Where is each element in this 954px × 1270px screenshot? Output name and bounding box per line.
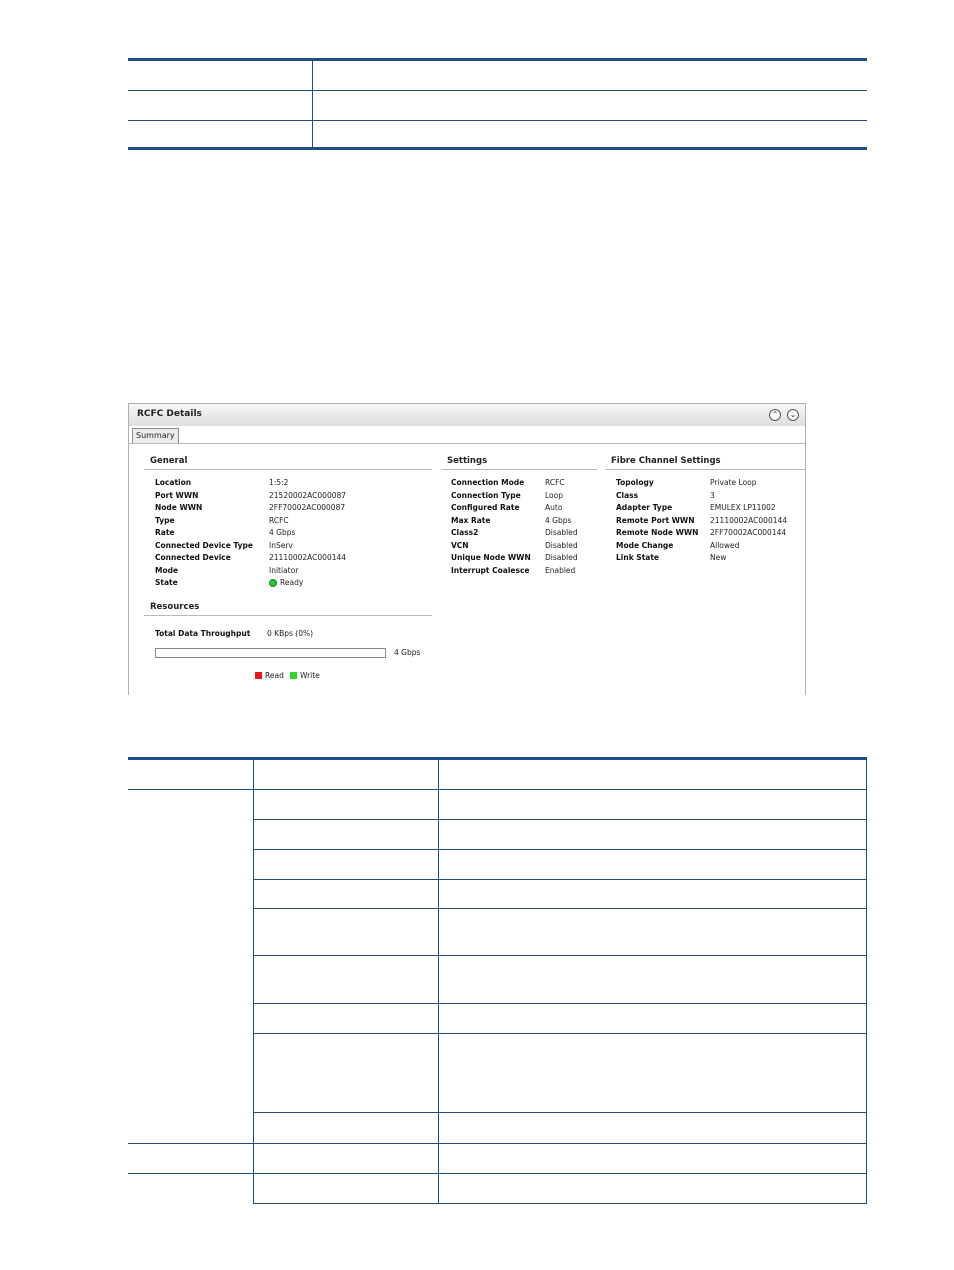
field-value: 21110002AC000144 (710, 516, 788, 525)
field-label: Port WWN (155, 491, 199, 500)
table-row-line (253, 849, 867, 850)
field-value: Auto (545, 503, 563, 512)
field-value: 21520002AC000087 (269, 491, 347, 500)
field-label: Type (155, 516, 175, 525)
section-resources-heading: Resources (150, 602, 200, 612)
field-value: Disabled (545, 553, 578, 562)
table-row-line (253, 1033, 867, 1034)
field-value: RCFC (269, 516, 289, 525)
field-label: Node WWN (155, 503, 203, 512)
table-row-line (253, 879, 867, 880)
divider (144, 469, 432, 470)
field-value: Private Loop (710, 478, 757, 487)
table-column-line (253, 760, 254, 1204)
table-row-line (253, 1003, 867, 1004)
field-value: EMULEX LP11002 (710, 503, 776, 512)
divider (144, 615, 432, 616)
field-value: InServ (269, 541, 293, 550)
table-column-line (438, 760, 439, 1204)
legend-write-label: Write (300, 671, 320, 680)
tab-strip (129, 426, 805, 444)
field-label: Adapter Type (616, 503, 673, 512)
field-value: 3 (710, 491, 715, 500)
table-row-line (128, 789, 867, 790)
field-label: Location (155, 478, 192, 487)
table-row-line (253, 908, 867, 909)
throughput-value: 0 KBps (0%) (267, 629, 314, 638)
status-value: Ready (280, 578, 304, 587)
field-label: Rate (155, 528, 175, 537)
field-label: Connection Mode (451, 478, 525, 487)
legend-read-swatch (255, 672, 262, 679)
field-value: RCFC (545, 478, 565, 487)
throughput-bar-max: 4 Gbps (394, 648, 421, 657)
field-value: Initiator (269, 566, 299, 575)
divider (442, 469, 597, 470)
table-row-line (253, 819, 867, 820)
top-table (128, 58, 867, 150)
field-value: 4 Gbps (269, 528, 296, 537)
field-label: Connected Device Type (155, 541, 254, 550)
section-general-heading: General (150, 456, 188, 466)
tab-summary[interactable]: Summary (132, 428, 179, 443)
table-column-divider (312, 61, 313, 147)
field-value: Allowed (710, 541, 740, 550)
field-label: Connected Device (155, 553, 231, 562)
field-value: 1:5:2 (269, 478, 289, 487)
bottom-table (128, 757, 867, 1204)
legend-read-label: Read (265, 671, 284, 680)
section-settings-heading: Settings (447, 456, 488, 466)
panel-header (129, 404, 805, 427)
field-value: Disabled (545, 541, 578, 550)
table-row (128, 90, 867, 91)
field-value: Disabled (545, 528, 578, 537)
field-label: Connection Type (451, 491, 521, 500)
field-label: Mode (155, 566, 179, 575)
field-value: 21110002AC000144 (269, 553, 347, 562)
field-label: Interrupt Coalesce (451, 566, 530, 575)
field-label: Class (616, 491, 639, 500)
table-row-line (128, 1173, 867, 1174)
field-value: 2FF70002AC000087 (269, 503, 346, 512)
field-label: Class2 (451, 528, 479, 537)
field-value: 2FF70002AC000144 (710, 528, 787, 537)
table-row (128, 120, 867, 121)
field-label: Remote Port WWN (616, 516, 695, 525)
panel-title: RCFC Details (137, 409, 202, 419)
legend-write-swatch (290, 672, 297, 679)
field-value: New (710, 553, 727, 562)
field-value: 4 Gbps (545, 516, 572, 525)
rcfc-details-panel (128, 403, 806, 695)
table-row-line (253, 1203, 867, 1204)
field-label: Max Rate (451, 516, 491, 525)
field-label: Configured Rate (451, 503, 520, 512)
field-label: VCN (451, 541, 469, 550)
field-label: Link State (616, 553, 660, 562)
field-label: State (155, 578, 178, 587)
field-label: Topology (616, 478, 654, 487)
field-label: Mode Change (616, 541, 674, 550)
table-row-line (128, 1143, 867, 1144)
divider (605, 469, 806, 470)
double-chevron-down-icon[interactable]: ⌄ (787, 409, 799, 421)
field-value: Enabled (545, 566, 576, 575)
status-ok-icon (269, 579, 277, 587)
throughput-label: Total Data Throughput (155, 629, 251, 638)
throughput-bar (155, 648, 386, 658)
section-fc-settings-heading: Fibre Channel Settings (611, 456, 721, 466)
field-value: Loop (545, 491, 563, 500)
field-label: Remote Node WWN (616, 528, 699, 537)
field-label: Unique Node WWN (451, 553, 531, 562)
table-column-line (866, 760, 867, 1204)
table-row-line (253, 955, 867, 956)
table-row-line (253, 1112, 867, 1113)
double-chevron-up-icon[interactable]: ⌃ (769, 409, 781, 421)
